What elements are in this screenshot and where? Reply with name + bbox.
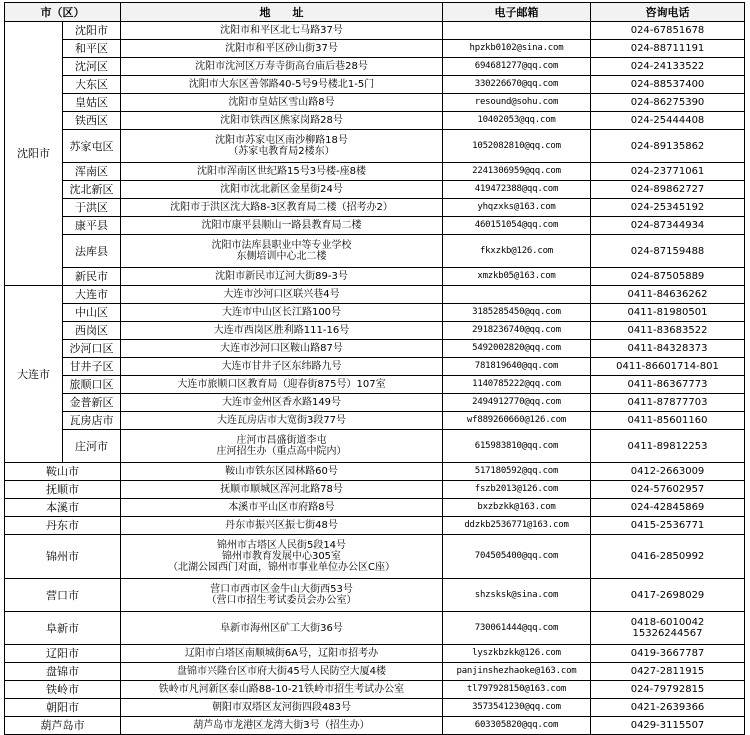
address-cell	[121, 112, 443, 130]
district-cell: 和平区	[63, 40, 121, 58]
line: 15326244567	[632, 628, 703, 639]
line: 0417-2698029	[630, 589, 705, 601]
phone-cell: 0411-83683522	[591, 322, 745, 340]
phone-cell: 0411-87877703	[591, 394, 745, 412]
table-row	[5, 517, 745, 535]
table-row	[5, 412, 745, 430]
district-cell: 沙河口区	[63, 340, 121, 358]
district-cell: 大东区	[63, 76, 121, 94]
table-row	[5, 699, 745, 717]
line: 大连市沙河口区联兴巷4号	[223, 289, 340, 300]
district-cell: 甘井子区	[63, 358, 121, 376]
phone-cell	[591, 499, 745, 517]
line: 阜新市海州区矿工大街36号	[220, 622, 343, 634]
line: 沈阳市皇姑区雪山路8号	[228, 97, 335, 108]
line: 大连市中山区长江路100号	[221, 307, 342, 318]
line: 葫芦岛市龙港区龙湾大街3号（招生办）	[193, 720, 370, 731]
table-row	[5, 358, 745, 376]
email-cell: 3185285450@qq.com	[443, 304, 591, 322]
line: （营口市招生考试委员会办公室）	[206, 595, 357, 606]
phone-cell	[591, 463, 745, 481]
city-cell: 朝阳市	[5, 699, 121, 717]
header-phone: 咨询电话	[591, 3, 745, 22]
address-cell	[121, 181, 443, 199]
table-row	[5, 481, 745, 499]
email-cell: 2241306959@qq.com	[443, 163, 591, 181]
email-cell: hpzkb0102@sina.com	[443, 40, 591, 58]
address-cell	[121, 612, 443, 645]
address-cell	[121, 481, 443, 499]
city-cell: 阜新市	[5, 612, 121, 645]
phone-cell: 024-88537400	[591, 76, 745, 94]
header-row	[5, 3, 745, 22]
contact-table	[4, 2, 745, 735]
line: （北湖公园西门对面，锦州市事业单位办公区C座）	[168, 562, 395, 573]
phone-cell: 024-25444408	[591, 112, 745, 130]
phone-cell: 024-87505889	[591, 268, 745, 286]
district-cell: 皇姑区	[63, 94, 121, 112]
email-cell: 1052082810@qq.com	[443, 130, 591, 163]
line: 0419-3667787	[630, 648, 705, 659]
line: 沈阳市法库县职业中等专业学校	[211, 240, 352, 251]
phone-cell: 0411-86601714-801	[591, 358, 745, 376]
line: 营口市西市区金牛山大街西53号	[210, 584, 353, 595]
line: 0421-2639366	[630, 702, 705, 713]
district-cell: 沈阳市	[63, 22, 121, 40]
line: 丹东市振兴区振七街48号	[225, 520, 338, 531]
phone-cell	[591, 517, 745, 535]
district-cell: 瓦房店市	[63, 412, 121, 430]
table-row	[5, 181, 745, 199]
table-row	[5, 286, 745, 304]
table-row	[5, 535, 745, 579]
line: 024-79792815	[630, 684, 705, 695]
table-row	[5, 322, 745, 340]
district-cell: 于洪区	[63, 199, 121, 217]
district-cell: 庄河市	[63, 430, 121, 463]
email-cell: 704505400@qq.com	[443, 535, 591, 579]
email-cell: 5492002820@qq.com	[443, 340, 591, 358]
line: 沈阳市于洪区沈大路8-3区教育局二楼（招考办2）	[170, 202, 393, 213]
address-cell	[121, 463, 443, 481]
line: 大连市甘井子区东纬路九号	[221, 361, 342, 372]
table-row	[5, 22, 745, 40]
district-cell: 苏家屯区	[63, 130, 121, 163]
email-cell: 419472388@qq.com	[443, 181, 591, 199]
phone-cell: 024-23771061	[591, 163, 745, 181]
line: 抚顺市顺城区浑河北路78号	[220, 484, 343, 495]
line: 鞍山市铁东区园林路60号	[225, 466, 338, 477]
table-row	[5, 340, 745, 358]
email-cell: 615983810@qq.com	[443, 430, 591, 463]
phone-cell: 024-88711191	[591, 40, 745, 58]
email-cell: 781819640@qq.com	[443, 358, 591, 376]
address-cell	[121, 681, 443, 699]
phone-cell: 0411-89812253	[591, 430, 745, 463]
email-cell: 2918236740@qq.com	[443, 322, 591, 340]
phone-cell	[591, 717, 745, 735]
city-cell: 沈阳市	[5, 22, 63, 286]
email-cell: 330226670@qq.com	[443, 76, 591, 94]
table-row	[5, 217, 745, 235]
phone-cell	[591, 699, 745, 717]
line: 大连市西岗区胜利路111-16号	[213, 325, 350, 336]
line: （苏家屯教育局2楼东）	[228, 146, 335, 157]
line: 本溪市平山区市府路8号	[228, 502, 335, 513]
line: 0416-2850992	[630, 551, 705, 562]
line: 沈阳市和平区北七马路37号	[220, 25, 343, 36]
phone-cell: 024-24133522	[591, 58, 745, 76]
phone-cell: 024-89135862	[591, 130, 745, 163]
email-cell: tl797928150@163.com	[443, 681, 591, 699]
city-cell: 营口市	[5, 579, 121, 612]
line: 沈阳市康平县顺山一路县教育局二楼	[201, 220, 362, 231]
district-cell: 新民市	[63, 268, 121, 286]
line: 大连市金州区香水路149号	[221, 397, 342, 408]
email-cell	[443, 286, 591, 304]
email-cell: xmzkb05@163.com	[443, 268, 591, 286]
phone-cell	[591, 681, 745, 699]
table-row	[5, 58, 745, 76]
district-cell: 康平县	[63, 217, 121, 235]
line: 024-42845869	[630, 502, 705, 513]
address-cell	[121, 22, 443, 40]
address-cell	[121, 358, 443, 376]
email-cell: yhqzxks@163.com	[443, 199, 591, 217]
address-cell	[121, 412, 443, 430]
address-cell	[121, 717, 443, 735]
address-cell	[121, 376, 443, 394]
table-row	[5, 376, 745, 394]
address-cell	[121, 517, 443, 535]
email-cell: 1140785222@qq.com	[443, 376, 591, 394]
email-cell: 2494912770@qq.com	[443, 394, 591, 412]
email-cell: 460151054@qq.com	[443, 217, 591, 235]
district-cell: 沈河区	[63, 58, 121, 76]
phone-cell: 024-87344934	[591, 217, 745, 235]
address-cell	[121, 699, 443, 717]
line: 锦州市教育发展中心305室	[221, 551, 342, 562]
line: 024-57602957	[630, 484, 705, 495]
address-cell	[121, 40, 443, 58]
line: 沈阳市大东区善邻路40-5号9号楼北1-5门	[188, 79, 375, 90]
email-cell: 10402053@qq.com	[443, 112, 591, 130]
address-cell	[121, 499, 443, 517]
email-cell: panjinshezhaoke@163.com	[443, 663, 591, 681]
phone-cell	[591, 645, 745, 663]
city-cell: 鞍山市	[5, 463, 121, 481]
table-row	[5, 40, 745, 58]
phone-cell: 024-67851678	[591, 22, 745, 40]
address-cell	[121, 235, 443, 268]
phone-cell: 0411-84636262	[591, 286, 745, 304]
phone-cell: 024-25345192	[591, 199, 745, 217]
address-cell	[121, 268, 443, 286]
address-cell	[121, 199, 443, 217]
line: 东侧培训中心北二楼	[236, 251, 327, 262]
table-row	[5, 94, 745, 112]
table-row	[5, 717, 745, 735]
line: 沈阳市浑南区世纪路15号3号楼-座8楼	[196, 166, 367, 177]
line: 大连市旅顺口区教育局（迎春街875号）107室	[177, 379, 386, 390]
line: 盘锦市兴隆台区市府大街45号人民防空大厦4楼	[176, 666, 387, 677]
line: 辽阳市白塔区南顺城街6A号，辽阳市招考办	[184, 648, 379, 659]
table-body	[5, 22, 745, 735]
header-city: 市（区）	[5, 3, 121, 22]
email-cell: 730061444@qq.com	[443, 612, 591, 645]
table-row	[5, 430, 745, 463]
city-cell: 葫芦岛市	[5, 717, 121, 735]
address-cell	[121, 217, 443, 235]
line: 0429-3115507	[630, 720, 705, 731]
district-cell: 西岗区	[63, 322, 121, 340]
address-cell	[121, 322, 443, 340]
email-cell: bxzbzkk@163.com	[443, 499, 591, 517]
line: 0418-6010042	[630, 617, 705, 628]
line: 沈阳市沈北新区金星街24号	[220, 184, 343, 195]
line: 铁岭市凡河新区泰山路88-10-21铁岭市招生考试办公室	[158, 684, 405, 695]
table-row	[5, 76, 745, 94]
phone-cell	[591, 481, 745, 499]
table-row	[5, 304, 745, 322]
address-cell	[121, 394, 443, 412]
phone-cell	[591, 663, 745, 681]
district-cell: 法库县	[63, 235, 121, 268]
address-cell	[121, 286, 443, 304]
email-cell: ddzkb2536771@163.com	[443, 517, 591, 535]
line: 沈阳市和平区砂山街37号	[225, 43, 338, 54]
city-cell: 抚顺市	[5, 481, 121, 499]
phone-cell	[591, 612, 745, 645]
district-cell: 铁西区	[63, 112, 121, 130]
city-cell: 铁岭市	[5, 681, 121, 699]
table-row	[5, 463, 745, 481]
line: 0412-2663009	[630, 466, 705, 477]
line: 锦州市古塔区人民街5段14号	[216, 540, 347, 551]
address-cell	[121, 535, 443, 579]
city-cell: 丹东市	[5, 517, 121, 535]
phone-cell	[591, 535, 745, 579]
district-cell: 中山区	[63, 304, 121, 322]
address-cell	[121, 579, 443, 612]
email-cell: lyszkbzkk@126.com	[443, 645, 591, 663]
line: 0415-2536771	[630, 520, 705, 531]
table-row	[5, 612, 745, 645]
table-row	[5, 235, 745, 268]
address-cell	[121, 663, 443, 681]
line: 沈阳市沈河区万寿寺街高台庙后巷28号	[195, 61, 368, 72]
address-cell	[121, 76, 443, 94]
line: 0427-2811915	[630, 666, 705, 677]
city-cell: 盘锦市	[5, 663, 121, 681]
email-cell: 694681277@qq.com	[443, 58, 591, 76]
city-cell: 锦州市	[5, 535, 121, 579]
phone-cell: 0411-84328373	[591, 340, 745, 358]
city-cell: 辽阳市	[5, 645, 121, 663]
table-row	[5, 112, 745, 130]
table-row	[5, 130, 745, 163]
phone-cell: 024-89862727	[591, 181, 745, 199]
line: 沈阳市新民市辽河大街89-3号	[215, 271, 348, 282]
line: 大连瓦房店市大宽街3段77号	[216, 415, 347, 426]
phone-cell	[591, 579, 745, 612]
address-cell	[121, 94, 443, 112]
table-row	[5, 394, 745, 412]
email-cell: 603305820@qq.com	[443, 717, 591, 735]
email-cell: shzsksk@sina.com	[443, 579, 591, 612]
phone-cell: 0411-81980501	[591, 304, 745, 322]
table-row	[5, 163, 745, 181]
phone-cell: 0411-85601160	[591, 412, 745, 430]
line: 大连市沙河口区鞍山路87号	[220, 343, 343, 354]
line: 庄河市昌盛街道李屯	[236, 435, 327, 446]
line: 沈阳市铁西区熊家岗路28号	[220, 115, 343, 126]
email-cell: 3573541230@qq.com	[443, 699, 591, 717]
table-row	[5, 268, 745, 286]
address-cell	[121, 645, 443, 663]
address-cell	[121, 163, 443, 181]
table-row	[5, 681, 745, 699]
table-row	[5, 499, 745, 517]
district-cell: 浑南区	[63, 163, 121, 181]
table-row	[5, 663, 745, 681]
table-row	[5, 199, 745, 217]
header-email: 电子邮箱	[443, 3, 591, 22]
email-cell: 517180592@qq.com	[443, 463, 591, 481]
email-cell: resound@sohu.com	[443, 94, 591, 112]
phone-cell: 024-87159488	[591, 235, 745, 268]
phone-cell: 024-86275390	[591, 94, 745, 112]
address-cell	[121, 58, 443, 76]
address-cell	[121, 304, 443, 322]
city-cell: 大连市	[5, 286, 63, 463]
address-cell	[121, 130, 443, 163]
email-cell	[443, 22, 591, 40]
district-cell: 旅顺口区	[63, 376, 121, 394]
email-cell: fkxzkb@126.com	[443, 235, 591, 268]
district-cell: 大连市	[63, 286, 121, 304]
header-address: 地 址	[121, 3, 443, 22]
phone-cell: 0411-86367773	[591, 376, 745, 394]
table-row	[5, 579, 745, 612]
district-cell: 沈北新区	[63, 181, 121, 199]
district-cell: 金普新区	[63, 394, 121, 412]
line: 沈阳市苏家屯区南沙柳路18号	[215, 135, 348, 146]
address-cell	[121, 430, 443, 463]
email-cell: wf889260660@126.com	[443, 412, 591, 430]
line: 朝阳市双塔区友河街四段483号	[211, 702, 352, 713]
line: 庄河招生办（重点高中院内）	[216, 446, 347, 457]
table-row	[5, 645, 745, 663]
address-cell	[121, 340, 443, 358]
city-cell: 本溪市	[5, 499, 121, 517]
email-cell: fszb2013@126.com	[443, 481, 591, 499]
